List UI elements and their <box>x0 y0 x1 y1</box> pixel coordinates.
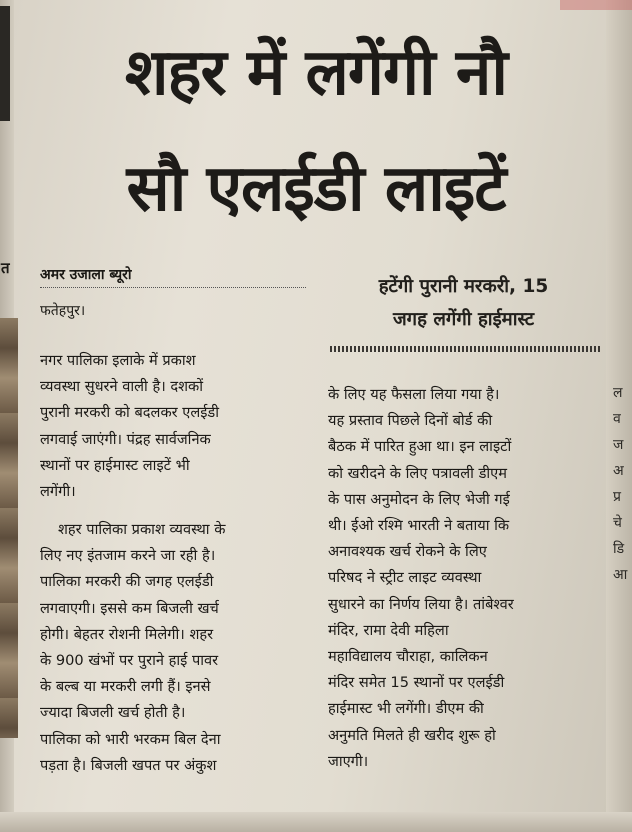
page-bottom-edge <box>0 812 632 832</box>
paragraph-line: यह प्रस्ताव पिछले दिनों बोर्ड की <box>328 412 493 430</box>
paragraph-line: व्यवस्था सुधरने वाली है। दशकों <box>40 378 204 396</box>
paragraph-line: के पास अनुमोदन के लिए भेजी गई <box>328 490 510 508</box>
byline-place: फतेहपुर। <box>40 303 86 319</box>
paragraph-line: लगेंगी। <box>40 483 76 501</box>
byline-divider <box>40 287 306 288</box>
paragraph-line: अनुमति मिलते ही खरीद शुरू हो <box>328 726 496 744</box>
headline-line-2: सौ एलईडी लाइटें <box>126 152 506 226</box>
paragraph-line: शहर पालिका प्रकाश व्यवस्था के <box>58 521 226 538</box>
paragraph-line: हाईमास्ट भी लगेंगी। डीएम की <box>328 700 484 718</box>
paragraph-line: स्थानों पर हाईमास्ट लाइटें भी <box>40 456 190 474</box>
edge-fragment: चे <box>613 515 622 531</box>
edge-fragment: प्र <box>613 489 621 505</box>
paragraph-line: को खरीदने के लिए पत्रावली डीएम <box>328 464 507 482</box>
subheadline-line-2: जगह लगेंगी हाईमास्ट <box>392 309 535 330</box>
edge-fragment: डि <box>613 541 625 557</box>
paragraph-line: महाविद्यालय चौराहा, कालिकन <box>328 648 488 666</box>
adjacent-article-fragment: त <box>1 259 10 277</box>
article-right-column <box>328 382 596 775</box>
paragraph-line: ज्यादा बिजली खर्च होती है। <box>40 704 186 722</box>
paragraph-line: लिए नए इंतजाम करने जा रही है। <box>40 547 216 565</box>
paragraph-line: मंदिर समेत 15 स्थानों पर एलईडी <box>328 674 505 692</box>
paragraph-line: परिषद ने स्ट्रीट लाइट व्यवस्था <box>328 569 482 587</box>
paragraph-line: होगी। बेहतर रोशनी मिलेगी। शहर <box>40 625 214 643</box>
paragraph-line: के बल्ब या मरकरी लगी हैं। इनसे <box>40 678 211 696</box>
paragraph-line: जाएगी। <box>328 752 369 770</box>
edge-fragment: ज <box>613 437 624 453</box>
paragraph-line: लगवाई जाएंगी। पंद्रह सार्वजनिक <box>40 430 211 448</box>
paragraph-line: बैठक में पारित हुआ था। इन लाइटों <box>328 438 512 456</box>
edge-fragment: अ <box>613 463 624 479</box>
adjacent-photo-strip <box>0 318 18 738</box>
paragraph-line: पालिका मरकरी की जगह एलईडी <box>40 573 214 591</box>
paragraph-line: अनावश्यक खर्च रोकने के लिए <box>328 543 487 561</box>
byline-author: अमर उजाला ब्यूरो <box>40 267 132 283</box>
article-paragraph-1 <box>40 348 310 505</box>
headline-line-1: शहर में लगेंगी नौ <box>125 36 507 110</box>
paragraph-line: के लिए यह फैसला लिया गया है। <box>328 386 500 403</box>
paragraph-line: थी। ईओ रश्मि भारती ने बताया कि <box>328 517 510 535</box>
paragraph-line: मंदिर, रामा देवी महिला <box>328 621 449 639</box>
subheadline-line-1: हटेंगी पुरानी मरकरी, 15 <box>378 276 549 297</box>
top-corner-mark <box>560 0 632 10</box>
paragraph-line: पुरानी मरकरी को बदलकर एलईडी <box>40 404 219 422</box>
paragraph-line: के 900 खंभों पर पुराने हाई पावर <box>40 652 219 670</box>
edge-fragment: ल <box>613 385 623 401</box>
paragraph-line: पालिका को भारी भरकम बिल देना <box>40 730 221 748</box>
edge-fragment: व <box>613 411 621 427</box>
paragraph-line: नगर पालिका इलाके में प्रकाश <box>40 352 196 369</box>
subheadline-divider <box>330 346 600 352</box>
byline-block <box>40 265 308 319</box>
adjacent-article-edge <box>613 380 632 588</box>
edge-fragment: आ <box>613 567 628 583</box>
paragraph-line: लगवाएगी। इससे कम बिजली खर्च <box>40 599 219 617</box>
subheadline <box>326 270 601 336</box>
article-paragraph-2 <box>40 517 310 779</box>
paragraph-line: सुधारने का निर्णय लिया है। तांबेश्वर <box>328 595 514 613</box>
paragraph-line: पड़ता है। बिजली खपत पर अंकुश <box>40 756 217 774</box>
